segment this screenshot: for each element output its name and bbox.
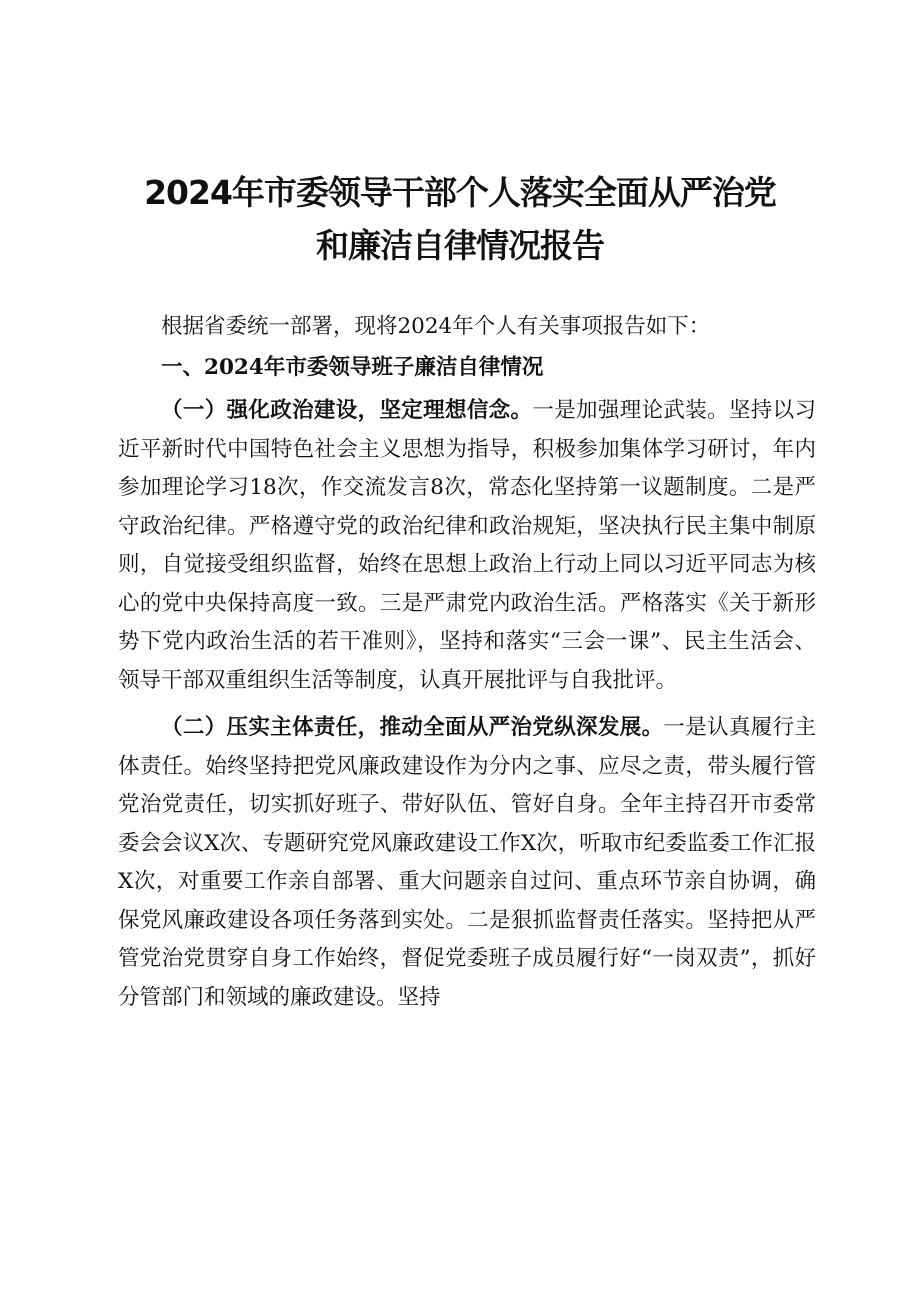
document-body (118, 308, 816, 1017)
title-line-1: 2024年市委领导干部个人落实全面从严治党 (144, 173, 776, 212)
title-line-2: 和廉洁自律情况报告 (316, 226, 604, 265)
paragraph-text-2: 一是认真履行主体责任。始终坚持把党风廉政建设作为分内之事、应尽之责，带头履行管党治党责任，切实抓好班子、带好队伍、管好自身。全年主持召开市委常委会会议X次、专题研究党风廉政建设工作X次，听取市纪委监委工作汇报X次，对重要工作亲自部署、重大问题亲自过问、重点环节亲自协调，确保党风廉政建设各项任务落到实处。二是狠抓监督责任落实。坚持把从严管党治党贯穿自身工作始终，督促党委班子成员履行好“一岗双责”，抓好分管部门和领域的廉政建设。坚持 (118, 715, 816, 1010)
paragraph-main-responsibility (118, 709, 816, 1017)
paragraph-political-building (118, 392, 816, 700)
paragraph-lead-2: （二）压实主体责任，推动全面从严治党纵深发展。 (161, 715, 664, 740)
paragraph-text-1: 一是加强理论武装。坚持以习近平新时代中国特色社会主义思想为指导，积极参加集体学习研讨，年内参加理论学习18次，作交流发言8次，常态化坚持第一议题制度。二是严守政治纪律。严格遵守党的政治纪律和政治规矩，坚决执行民主集中制原则，自觉接受组织监督，始终在思想上政治上行动上同以习近平同志为核心的党中央保持高度一致。三是严肃党内政治生活。严格落实《关于新形势下党内政治生活的若干准则》，坚持和落实“三会一课”、民主生活会、领导干部双重组织生活等制度，认真开展批评与自我批评。 (118, 398, 816, 693)
intro-paragraph: 根据省委统一部署，现将2024年个人有关事项报告如下： (161, 314, 711, 339)
paragraph-lead-1: （一）强化政治建设，坚定理想信念。 (161, 398, 533, 423)
section-heading-1: 一、2024年市委领导班子廉洁自律情况 (161, 354, 544, 380)
document-title (60, 166, 860, 272)
